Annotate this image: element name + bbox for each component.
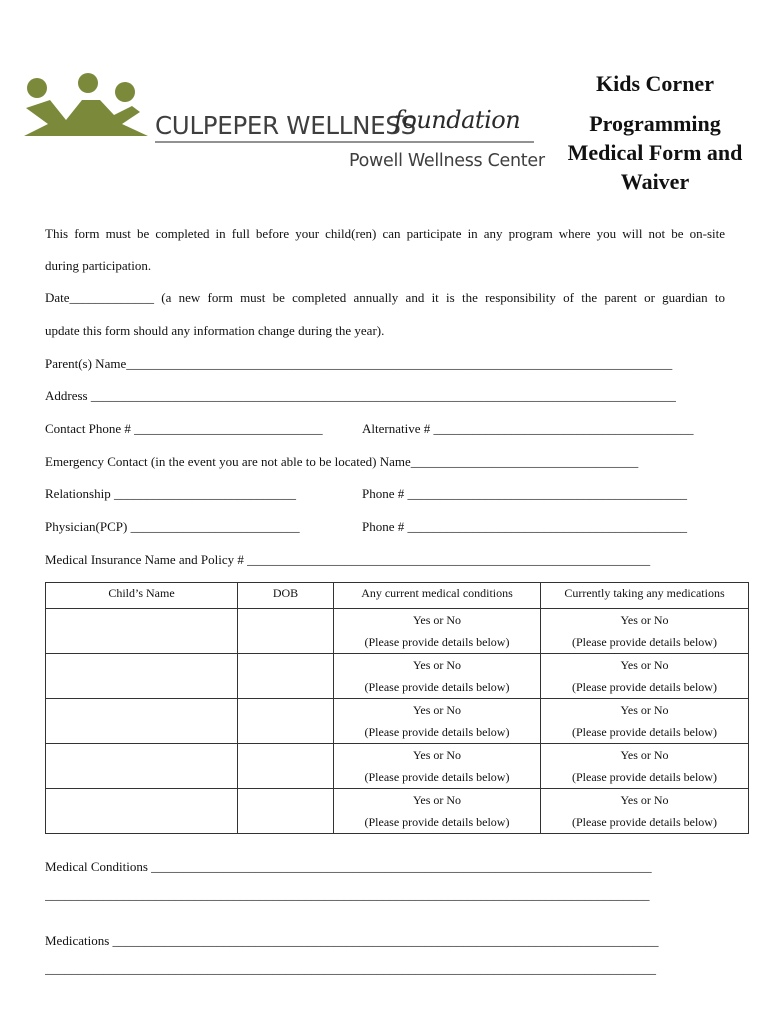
child-name-cell[interactable] <box>46 744 238 789</box>
table-row <box>46 699 749 744</box>
child-name-cell[interactable] <box>46 654 238 699</box>
header-dob: DOB <box>238 583 334 609</box>
details-text: (Please provide details below) <box>364 680 510 694</box>
medications-continuation[interactable]: ______________________________________________________________________________________________ <box>45 961 656 976</box>
table-header-row <box>46 583 749 609</box>
relationship-phone-field[interactable]: Phone # ___________________________________________ <box>362 486 687 501</box>
details-text: (Please provide details below) <box>364 770 510 784</box>
details-text: (Please provide details below) <box>364 725 510 739</box>
table-row <box>46 789 749 834</box>
conditions-cell[interactable] <box>334 789 541 834</box>
logo-subtitle: Powell Wellness Center <box>349 151 545 171</box>
yes-no-text: Yes or No <box>412 703 462 717</box>
medications-field[interactable]: Medications ____________________________________________________________________________________ <box>45 933 659 948</box>
yes-no-text: Yes or No <box>620 658 669 672</box>
medications-cell[interactable] <box>541 654 749 699</box>
intro-line-2: during participation. <box>45 258 152 273</box>
contact-phone-field[interactable]: Contact Phone # _____________________________ <box>45 421 323 436</box>
physician-field[interactable]: Physician(PCP) __________________________ <box>45 519 300 534</box>
header-childs-name: Child’s Name <box>46 583 238 609</box>
medications-cell[interactable] <box>541 609 749 654</box>
child-name-cell[interactable] <box>46 609 238 654</box>
yes-no-text: Yes or No <box>620 703 669 717</box>
table-row <box>46 654 749 699</box>
conditions-cell[interactable] <box>334 699 541 744</box>
dob-cell[interactable] <box>238 699 334 744</box>
medical-conditions-continuation[interactable]: _____________________________________________________________________________________________ <box>45 887 650 902</box>
details-text: (Please provide details below) <box>572 770 717 784</box>
header-medical-conditions: Any current medical conditions <box>334 583 541 609</box>
date-note-line-2: update this form should any information change during the year). <box>45 323 385 338</box>
table-row <box>46 744 749 789</box>
logo-organization-text: CULPEPER WELLNESS <box>155 111 416 140</box>
physician-phone-field[interactable]: Phone # ___________________________________________ <box>362 519 687 534</box>
three-figures-logo-icon <box>24 73 148 136</box>
insurance-field[interactable]: Medical Insurance Name and Policy # ______________________________________________________________ <box>45 552 651 567</box>
medications-cell[interactable] <box>541 789 749 834</box>
details-text: (Please provide details below) <box>572 635 717 649</box>
yes-no-text: Yes or No <box>412 793 462 807</box>
title-line-3: Medical Form and <box>567 140 743 165</box>
yes-no-text: Yes or No <box>620 613 669 627</box>
medical-conditions-field[interactable]: Medical Conditions _____________________________________________________________________________ <box>45 859 652 874</box>
child-name-cell[interactable] <box>46 789 238 834</box>
conditions-cell[interactable] <box>334 744 541 789</box>
header-medications: Currently taking any medications <box>541 583 749 609</box>
dob-cell[interactable] <box>238 609 334 654</box>
intro-line-1: This form must be completed in full before your child(ren) can participate in any program where you will not be on-site <box>45 226 725 241</box>
dob-cell[interactable] <box>238 654 334 699</box>
details-text: (Please provide details below) <box>572 815 717 829</box>
date-field-line[interactable]: Date_____________ (a new form must be completed annually and it is the responsibility of the parent or guardian to <box>45 290 725 305</box>
conditions-cell[interactable] <box>334 654 541 699</box>
dob-cell[interactable] <box>238 789 334 834</box>
logo-script-text: foundation <box>394 106 521 134</box>
details-text: (Please provide details below) <box>364 635 510 649</box>
title-line-1: Kids Corner <box>596 71 714 96</box>
dob-cell[interactable] <box>238 744 334 789</box>
table-row <box>46 609 749 654</box>
yes-no-text: Yes or No <box>412 613 462 627</box>
parents-name-field[interactable]: Parent(s) Name____________________________________________________________________________________ <box>45 356 673 371</box>
yes-no-text: Yes or No <box>620 793 669 807</box>
yes-no-text: Yes or No <box>620 748 669 762</box>
relationship-field[interactable]: Relationship ____________________________ <box>45 486 296 501</box>
address-field[interactable]: Address __________________________________________________________________________________________ <box>45 388 676 403</box>
yes-no-text: Yes or No <box>412 658 462 672</box>
medications-cell[interactable] <box>541 744 749 789</box>
details-text: (Please provide details below) <box>364 815 510 829</box>
conditions-cell[interactable] <box>334 609 541 654</box>
alternative-phone-field[interactable]: Alternative # ________________________________________ <box>362 421 694 436</box>
yes-no-text: Yes or No <box>412 748 462 762</box>
emergency-contact-field[interactable]: Emergency Contact (in the event you are not able to be located) Name___________________________________ <box>45 454 639 469</box>
medications-cell[interactable] <box>541 699 749 744</box>
title-line-4: Waiver <box>620 169 690 194</box>
details-text: (Please provide details below) <box>572 680 717 694</box>
title-line-2: Programming <box>589 111 721 136</box>
children-table <box>45 582 749 834</box>
details-text: (Please provide details below) <box>572 725 717 739</box>
child-name-cell[interactable] <box>46 699 238 744</box>
